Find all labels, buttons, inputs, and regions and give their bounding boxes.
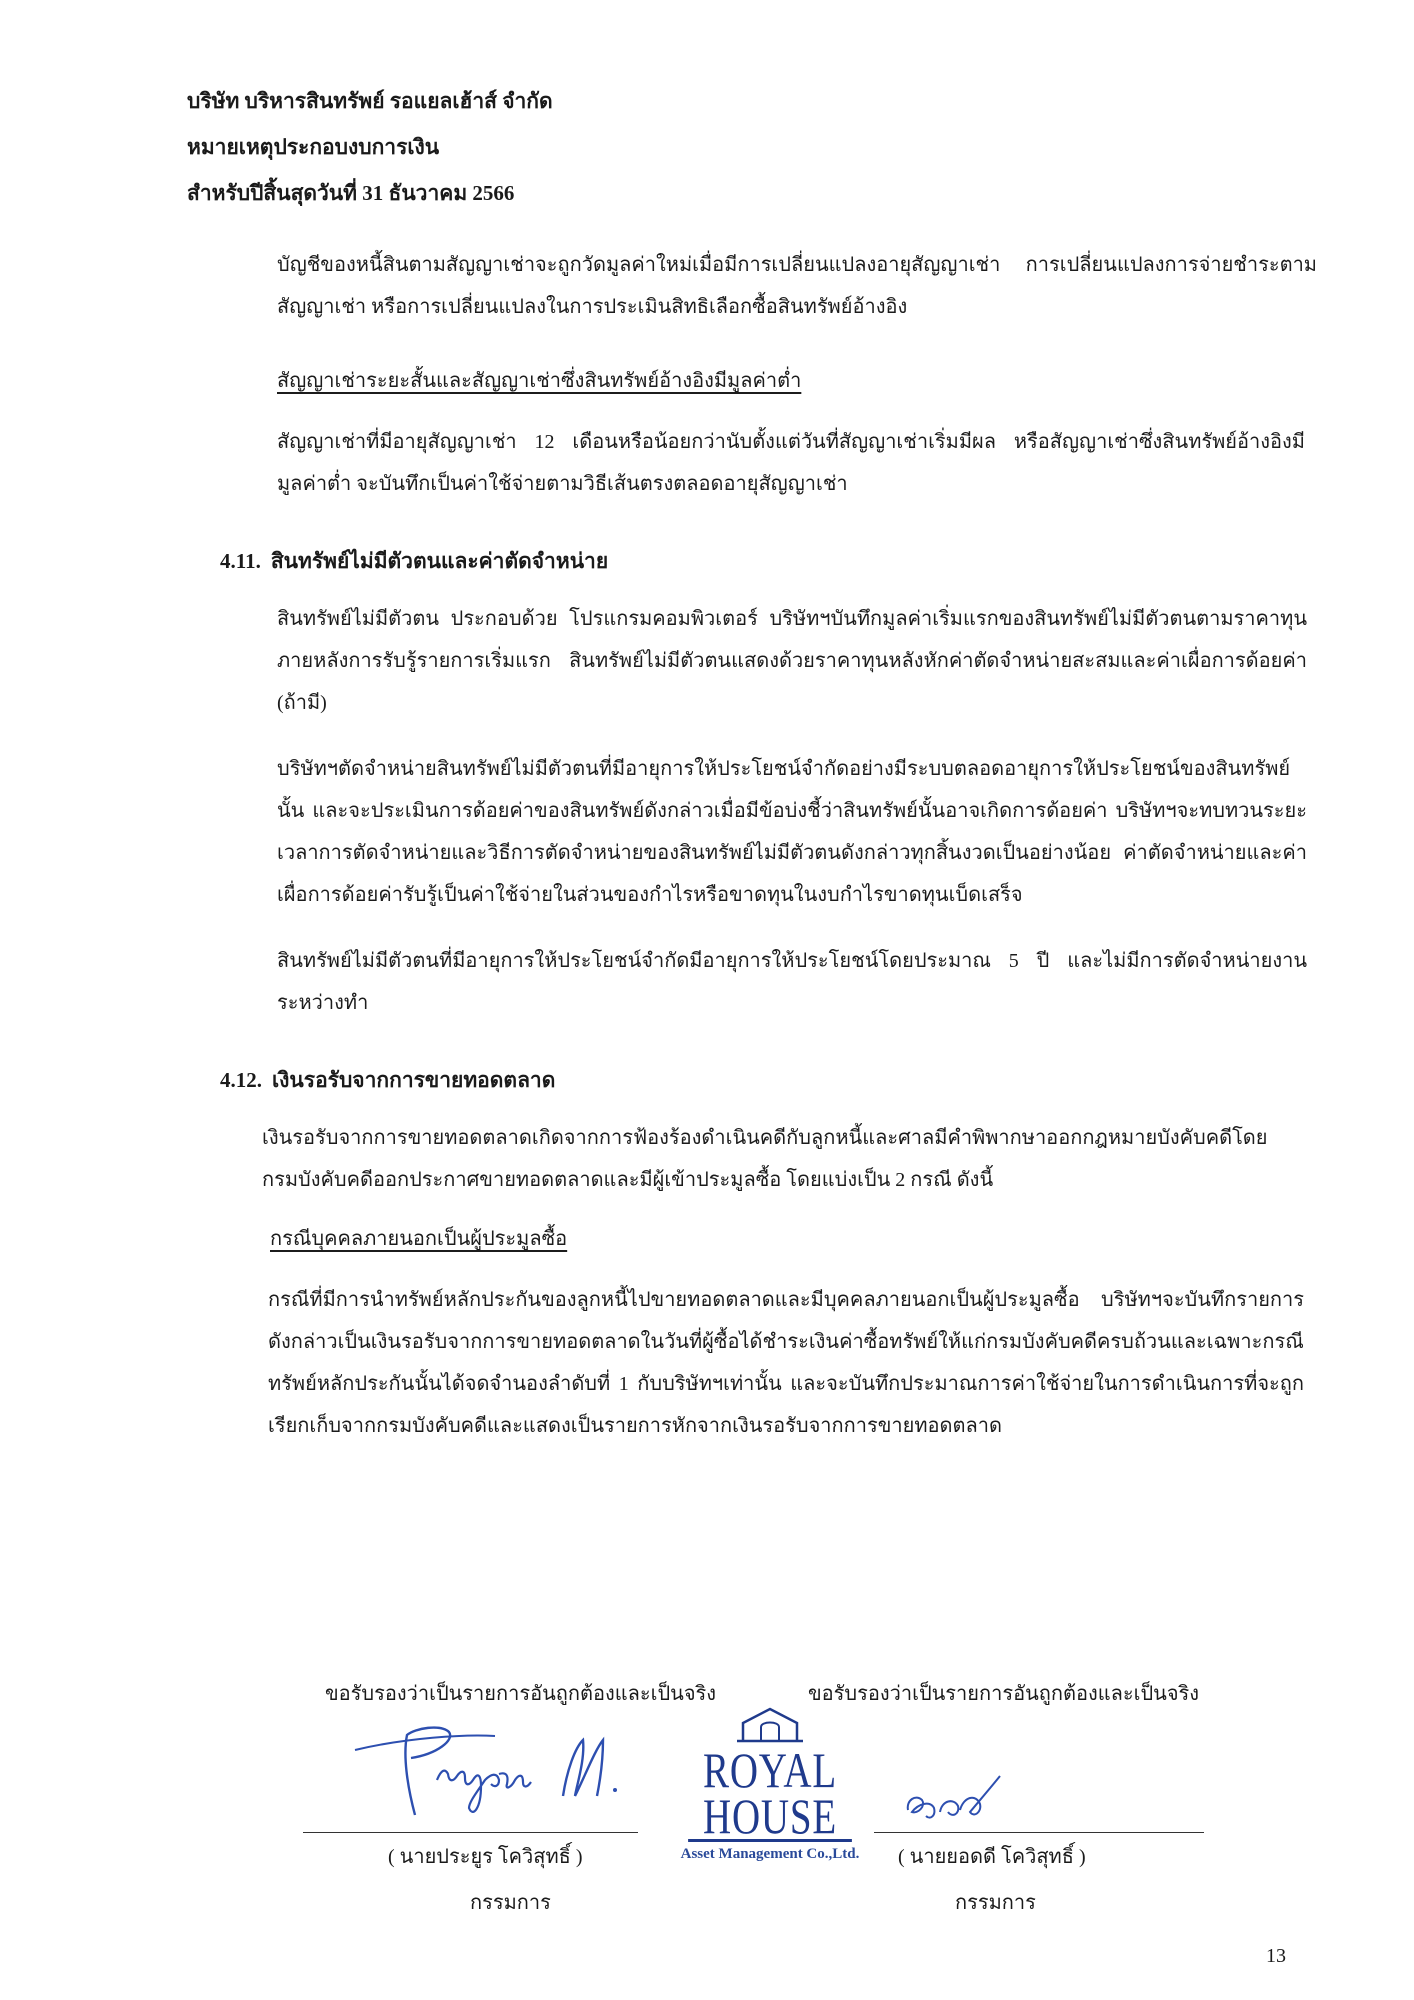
third-party-bidder-paragraph: กรณีที่มีการนำทรัพย์หลักประกันของลูกหนี้ไปขายทอดตลาดและมีบุคคลภายนอกเป็นผู้ประมูลซื้อ บริษัทฯจะบันทึกรายการดังกล่าวเป็นเงินรอรับจากการขายทอดตลาดในวันที่ผู้ซื้อได้ชำระเงินค่าซื้อทรัพย์ให้แก่กรมบังคับคดีครบถ้วนและเฉพาะกรณีทรัพย์หลักประกันนั้นได้จดจำนองลำดับที่ 1 กับบริษัทฯเท่านั้น และจะบันทึกประมาณการค่าใช้จ่ายในการดำเนินการที่จะถูกเรียกเก็บจากกรมบังคับคดีและแสดงเป็นรายการหักจากเงินรอรับจากการขายทอดตลาด [268, 1289, 1304, 1437]
left-certification-text: ขอรับรองว่าเป็นรายการอันถูกต้องและเป็นจริง [325, 1683, 717, 1705]
period-label: สำหรับปีสิ้นสุดวันที่ 31 ธันวาคม 2566 [187, 181, 515, 205]
third-party-bidder-subheading: กรณีบุคคลภายนอกเป็นผู้ประมูลซื้อ [270, 1228, 568, 1250]
section-4-12-heading [220, 1060, 555, 1100]
page-number: 13 [1266, 1945, 1286, 1967]
section-number: 4.12. [220, 1068, 262, 1092]
lease-remeasurement-paragraph: บัญชีของหนี้สินตามสัญญาเช่าจะถูกวัดมูลค่าใหม่เมื่อมีการเปลี่ยนแปลงอายุสัญญาเช่า การเปลี่ยนแปลงการจ่ายชำระตามสัญญาเช่า หรือการเปลี่ยนแปลงในการประเมินสิทธิเลือกซื้อสินทรัพย์อ้างอิง [277, 254, 1317, 318]
left-signer-role: กรรมการ [470, 1892, 551, 1914]
document-header [187, 78, 553, 216]
section-title-text: สินทรัพย์ไม่มีตัวตนและค่าตัดจำหน่าย [270, 549, 609, 573]
logo-word-royal: ROYAL [703, 1742, 837, 1798]
section-number: 4.11. [220, 549, 261, 573]
left-signer-name: ( นายประยูร โควิสุทธิ์ ) [388, 1846, 583, 1868]
intangible-assets-paragraph-3: สินทรัพย์ไม่มีตัวตนที่มีอายุการให้ประโยชน์จำกัดมีอายุการให้ประโยชน์โดยประมาณ 5 ปี และไม่มีการตัดจำหน่ายงานระหว่างทำ [277, 950, 1307, 1014]
house-emblem-icon [735, 1705, 805, 1743]
company-name: บริษัท บริหารสินทรัพย์ รอแยลเฮ้าส์ จำกัด [187, 89, 553, 113]
logo-word-house: HOUSE [688, 1793, 852, 1842]
company-logo [665, 1705, 875, 1895]
statement-title: หมายเหตุประกอบงบการเงิน [187, 135, 440, 159]
left-handwritten-signature [345, 1710, 635, 1840]
right-signature-line [874, 1832, 1204, 1833]
section-title-text: เงินรอรับจากการขายทอดตลาด [272, 1068, 556, 1092]
intangible-assets-paragraph-2: บริษัทฯตัดจำหน่ายสินทรัพย์ไม่มีตัวตนที่มีอายุการให้ประโยชน์จำกัดอย่างมีระบบตลอดอายุการให้ประโยชน์ของสินทรัพย์นั้น และจะประเมินการด้อยค่าของสินทรัพย์ดังกล่าวเมื่อมีข้อบ่งชี้ว่าสินทรัพย์นั้นอาจเกิดการด้อยค่า บริษัทฯจะทบทวนระยะเวลาการตัดจำหน่ายและวิธีการตัดจำหน่ายของสินทรัพย์ไม่มีตัวตนดังกล่าวทุกสิ้นงวดเป็นอย่างน้อย ค่าตัดจำหน่ายและค่าเผื่อการด้อยค่ารับรู้เป็นค่าใช้จ่ายในส่วนของกำไรหรือขาดทุนในงบกำไรขาดทุนเบ็ดเสร็จ [277, 758, 1307, 906]
right-signer-name: ( นายยอดดี โควิสุทธิ์ ) [898, 1846, 1086, 1868]
right-signer-role: กรรมการ [955, 1892, 1036, 1914]
auction-receivable-paragraph: เงินรอรับจากการขายทอดตลาดเกิดจากการฟ้องร้องดำเนินคดีกับลูกหนี้และศาลมีคำพิพากษาออกกฎหมายบังคับคดีโดยกรมบังคับคดีออกประกาศขายทอดตลาดและมีผู้เข้าประมูลซื้อ โดยแบ่งเป็น 2 กรณี ดังนี้ [262, 1127, 1268, 1191]
short-term-lease-paragraph: สัญญาเช่าที่มีอายุสัญญาเช่า 12 เดือนหรือน้อยกว่านับตั้งแต่วันที่สัญญาเช่าเริ่มมีผล หรือสัญญาเช่าซึ่งสินทรัพย์อ้างอิงมีมูลค่าต่ำ จะบันทึกเป็นค่าใช้จ่ายตามวิธีเส้นตรงตลอดอายุสัญญาเช่า [277, 431, 1305, 495]
left-signature-line [303, 1832, 638, 1833]
short-term-lease-subheading: สัญญาเช่าระยะสั้นและสัญญาเช่าซึ่งสินทรัพย์อ้างอิงมีมูลค่าต่ำ [277, 370, 802, 392]
right-handwritten-signature [900, 1770, 1010, 1840]
section-4-11-heading [220, 541, 608, 581]
logo-tagline: Asset Management Co.,Ltd. [680, 1846, 860, 1862]
intangible-assets-paragraph-1: สินทรัพย์ไม่มีตัวตน ประกอบด้วย โปรแกรมคอมพิวเตอร์ บริษัทฯบันทึกมูลค่าเริ่มแรกของสินทรัพย์ไม่มีตัวตนตามราคาทุน ภายหลังการรับรู้รายการเริ่มแรก สินทรัพย์ไม่มีตัวตนแสดงด้วยราคาทุนหลังหักค่าตัดจำหน่ายสะสมและค่าเผื่อการด้อยค่า (ถ้ามี) [277, 608, 1307, 714]
right-certification-text: ขอรับรองว่าเป็นรายการอันถูกต้องและเป็นจริง [808, 1683, 1200, 1705]
